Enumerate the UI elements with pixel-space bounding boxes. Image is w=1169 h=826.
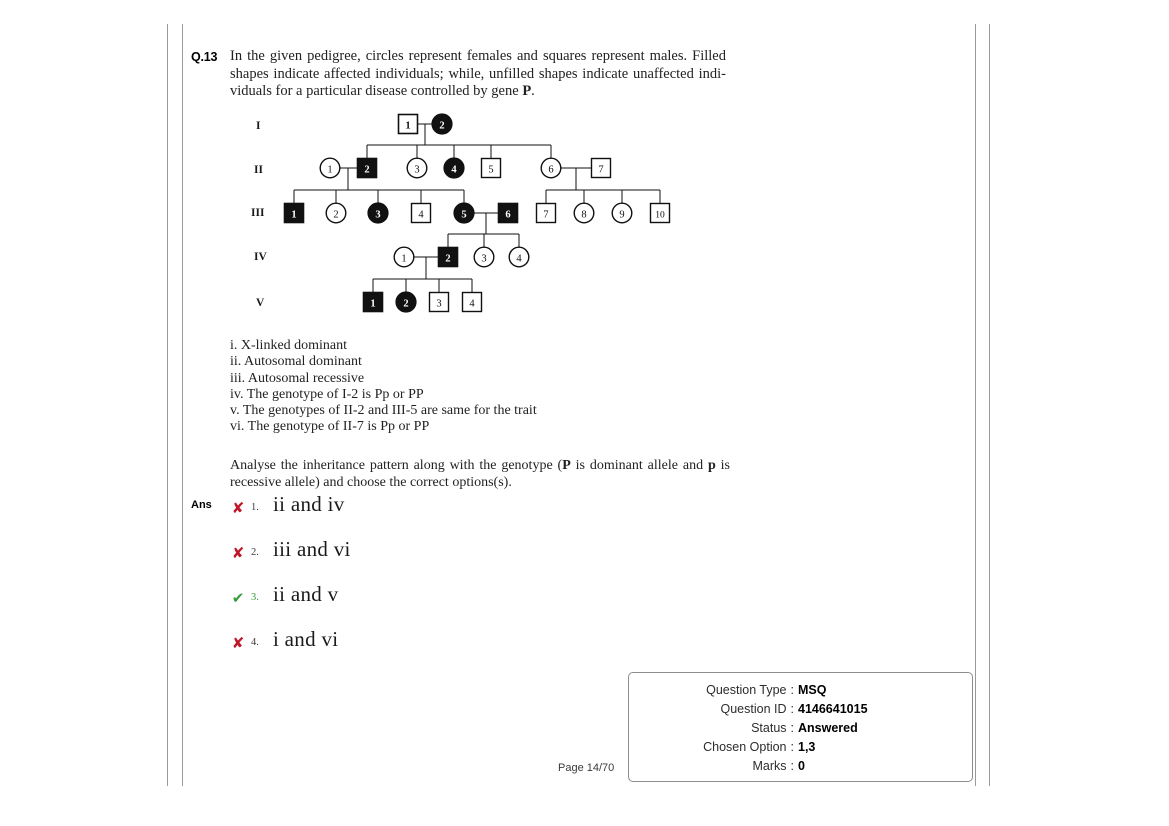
svg-text:3: 3 [414,164,420,176]
answer-label: Ans [191,499,212,511]
gene-symbol-dominant: P [562,458,571,473]
pedigree-node-I-1 [399,115,418,134]
statement-iii: iii. Autosomal recessive [230,370,365,386]
pedigree-node-II-1 [320,158,340,178]
statement-list [230,338,750,436]
analyse-post: is recessive allele) and choose the correct options(s). [230,458,730,491]
gene-symbol-recessive: p [707,458,716,473]
answer-options [230,492,650,672]
pedigree-node-II-3 [407,158,427,178]
svg-text:5: 5 [461,209,467,221]
svg-text:6: 6 [548,164,554,176]
option-text-2: iii and vi [273,537,351,561]
pedigree-node-II-4 [444,158,464,178]
info-key-chosen-option: Chosen Option [703,740,787,754]
option-text-4: i and vi [273,627,339,651]
svg-text:10: 10 [655,210,665,221]
frame-rule-inner-right [975,24,976,786]
info-row-chosen-option [629,738,972,757]
option-number-4: 4. [251,637,259,648]
info-value-question-type: MSQ [798,683,827,697]
svg-text:4: 4 [469,298,475,310]
statement-ii: ii. Autosomal dominant [230,354,362,370]
statement-vi: vi. The genotype of II-7 is Pp or PP [230,419,430,435]
svg-text:3: 3 [481,253,487,265]
check-icon: ✔ [231,589,245,607]
cross-icon: ✘ [231,499,245,517]
question-stem-line1: In the given pedigree, circles represent females and squares represent males. Filled [230,48,726,64]
svg-text:1: 1 [327,164,333,176]
svg-text:8: 8 [581,209,587,221]
cross-icon: ✘ [231,634,245,652]
statement-v: v. The genotypes of II-2 and III-5 are same for the trait [230,403,537,419]
frame-rule-outer-right [989,24,990,786]
pedigree-node-II-6 [541,158,561,178]
pedigree-node-III-10 [651,204,670,223]
statement-i: i. X-linked dominant [230,338,348,353]
pedigree-node-II-2 [358,159,377,178]
info-row-marks [629,757,972,776]
option-number-1: 1. [251,502,259,513]
pedigree-node-V-4 [463,293,482,312]
info-separator: : [790,740,794,754]
pedigree-node-II-7 [592,159,611,178]
svg-text:3: 3 [436,298,442,310]
svg-text:1: 1 [405,120,411,132]
info-row-question-type [629,681,972,700]
info-separator: : [790,683,794,697]
pedigree-node-IV-1 [394,247,414,267]
info-row-question-id [629,700,972,719]
pedigree-node-II-5 [482,159,501,178]
info-separator: : [790,721,794,735]
info-value-question-id: 4146641015 [798,702,868,716]
option-text-3: ii and v [273,582,339,606]
svg-text:6: 6 [505,209,511,221]
option-row-2[interactable] [230,537,650,582]
cross-icon: ✘ [231,544,245,562]
statement-iv: iv. The genotype of I-2 is Pp or PP [230,386,424,402]
option-row-1[interactable] [230,492,650,537]
option-number-2: 2. [251,547,259,558]
svg-text:4: 4 [516,253,522,265]
option-row-4[interactable] [230,627,650,672]
pedigree-node-III-6 [499,204,518,223]
pedigree-node-IV-4 [509,247,529,267]
pedigree-node-V-1 [364,293,383,312]
pedigree-node-IV-2 [439,248,458,267]
question-stem-line2: shapes indicate affected individuals; while, unfilled shapes indicate unaffected indi- [230,65,726,82]
pedigree-node-I-2 [432,114,452,134]
question-stem-line3-pre: viduals for a particular disease controlled by gene [230,83,523,100]
svg-text:3: 3 [375,209,381,221]
info-key-marks: Marks [752,759,787,773]
pedigree-node-III-3 [368,203,388,223]
option-text-1: ii and iv [273,492,345,516]
frame-rule-outer-left [167,24,168,786]
status-badge: Answered [798,721,858,735]
generation-label-V: V [256,297,265,309]
svg-text:1: 1 [401,253,407,265]
info-value-marks: 0 [798,759,805,773]
svg-text:2: 2 [403,298,409,310]
svg-text:7: 7 [598,164,604,176]
svg-text:9: 9 [619,209,625,221]
pedigree-node-V-3 [430,293,449,312]
question-number: Q.13 [191,50,218,64]
analyse-mid: is dominant allele and [570,458,708,473]
analyse-instruction [230,457,730,491]
svg-text:1: 1 [291,209,297,221]
svg-text:1: 1 [370,298,376,310]
generation-label-I: I [256,120,261,132]
pedigree-node-III-9 [612,203,632,223]
info-separator: : [790,759,794,773]
svg-text:5: 5 [488,164,494,176]
pedigree-node-V-2 [396,292,416,312]
info-key-question-type: Question Type [706,683,787,697]
generation-label-IV: IV [254,251,267,263]
pedigree-chart [251,106,776,321]
page-number-footer: Page 14/70 [558,762,615,774]
pedigree-node-III-4 [412,204,431,223]
svg-text:4: 4 [451,164,457,176]
svg-text:7: 7 [543,209,549,221]
svg-text:2: 2 [333,209,339,221]
info-key-status: Status [751,721,787,735]
gene-symbol-p: P [522,83,532,100]
pedigree-node-III-7 [537,204,556,223]
svg-text:2: 2 [364,164,370,176]
svg-text:2: 2 [445,253,451,265]
generation-label-II: II [254,164,263,176]
generation-label-III: III [251,207,265,219]
pedigree-node-III-1 [285,204,304,223]
pedigree-node-IV-3 [474,247,494,267]
info-key-question-id: Question ID [720,702,787,716]
option-number-3: 3. [251,592,259,603]
info-value-chosen-option: 1,3 [798,740,816,754]
question-stem-line3-post: . [531,83,535,100]
svg-text:2: 2 [439,120,445,132]
option-row-3[interactable] [230,582,650,627]
pedigree-node-III-8 [574,203,594,223]
question-info-box [628,672,973,782]
info-separator: : [790,702,794,716]
pedigree-svg [256,106,776,321]
info-row-status [629,719,972,738]
analyse-pre: Analyse the inheritance pattern along with the genotype ( [230,458,563,473]
frame-rule-inner-left [182,24,183,786]
pedigree-node-III-5 [454,203,474,223]
question-stem [230,48,726,101]
svg-text:4: 4 [418,209,424,221]
pedigree-node-III-2 [326,203,346,223]
